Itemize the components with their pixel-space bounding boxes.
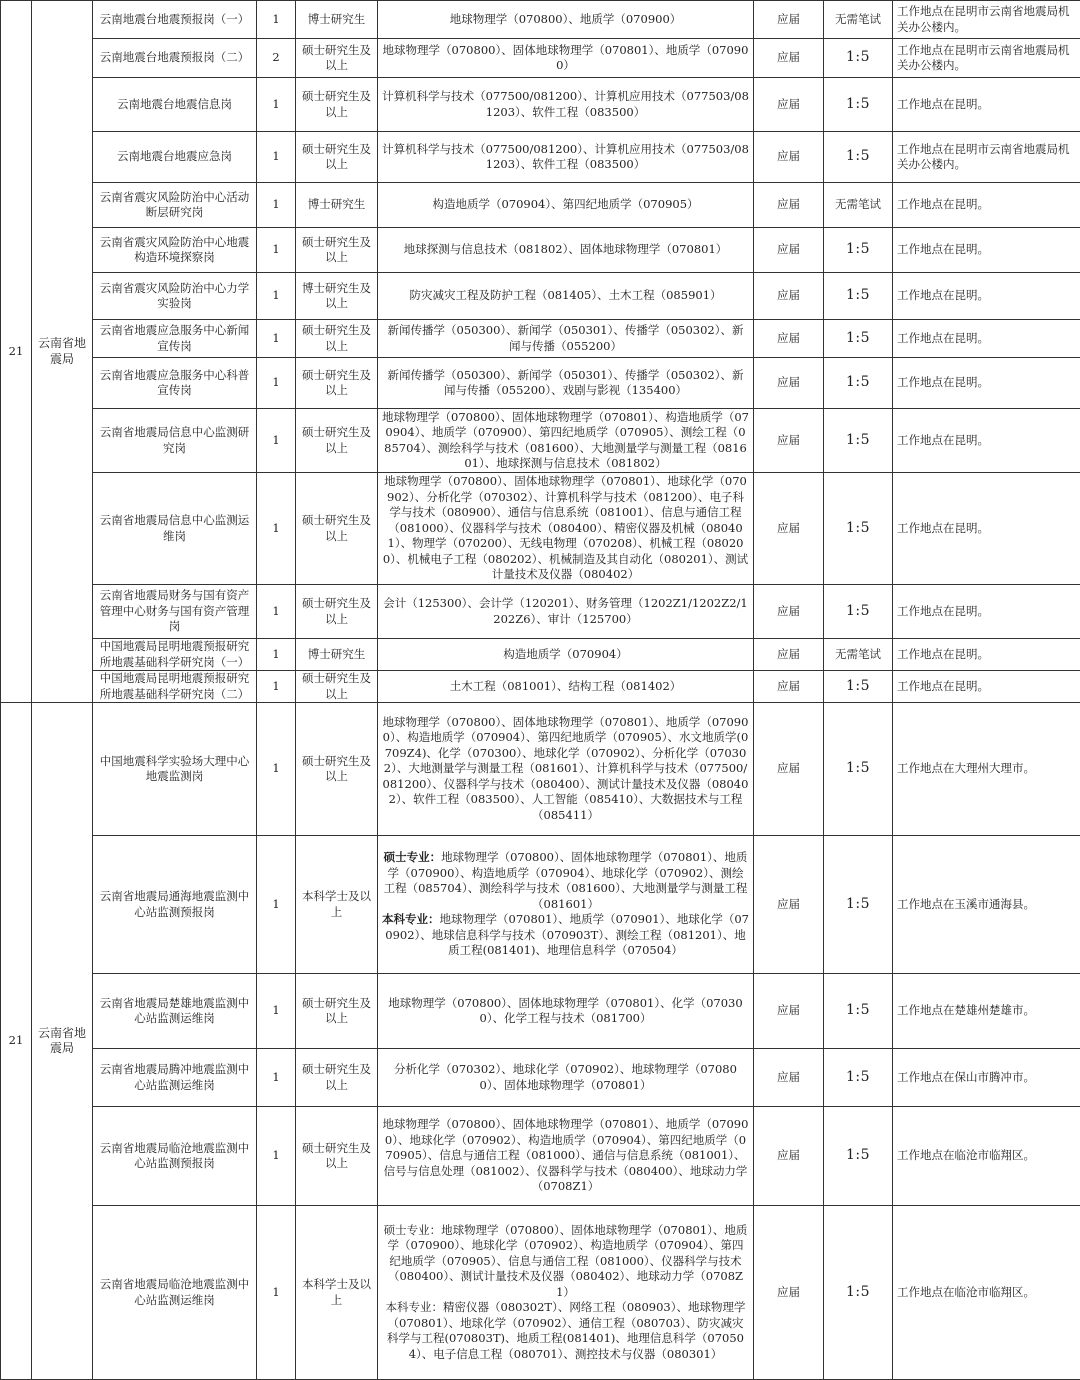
post-note: 工作地点在昆明。 bbox=[893, 273, 1080, 320]
post-major: 地球物理学（070800）、固体地球物理学（070801）、地质学（070900）、构造地质学（070904）、第四纪地质学（070905）、水文地质学(0709Z4)、化学（070300）、地球化学（070902）、分析化学（070302）、大地测量学与测量工程（081601）、计算机科学与技术（077500/081200）、仪器科学与技术（080400）、测试计量技术及仪器（080402）、软件工程（083500）、人工智能（085410）、大数据技术与工程（085411） bbox=[378, 703, 754, 836]
post-type: 应届 bbox=[754, 974, 824, 1049]
post-ratio: 1:5 bbox=[824, 320, 893, 358]
post-education: 本科学士及以上 bbox=[296, 836, 378, 974]
post-major: 地球物理学（070800）、固体地球物理学（070801）、地球化学（070902）、分析化学（070302）、计算机科学与技术（081200）、电子科学与技术（080900）、通信与信息系统（081001）、信息与通信工程（081000）、仪器科学与技术（080400）、精密仪器及机械（080401）、物理学（070200）、无线电物理（070208）、机械工程（080200）、机械电子工程（080202）、机械制造及其自动化（080201）、测试计量技术及仪器（080402） bbox=[378, 473, 754, 585]
table-row bbox=[1, 273, 1080, 320]
post-type: 应届 bbox=[754, 1206, 824, 1380]
post-education: 硕士研究生及以上 bbox=[296, 585, 378, 639]
post-note: 工作地点在大理州大理市。 bbox=[893, 703, 1080, 836]
post-ratio: 1:5 bbox=[824, 1107, 893, 1206]
post-major: 土木工程（081001）、结构工程（081402） bbox=[378, 671, 754, 703]
post-count: 1 bbox=[257, 183, 296, 228]
post-education: 硕士研究生及以上 bbox=[296, 974, 378, 1049]
post-count: 1 bbox=[257, 228, 296, 273]
post-type: 应届 bbox=[754, 78, 824, 132]
post-type: 应届 bbox=[754, 183, 824, 228]
post-count: 1 bbox=[257, 1206, 296, 1380]
post-major: 防灾减灾工程及防护工程（081405）、土木工程（085901） bbox=[378, 273, 754, 320]
table-row bbox=[1, 1049, 1080, 1107]
post-ratio: 1:5 bbox=[824, 132, 893, 183]
post-type: 应届 bbox=[754, 320, 824, 358]
post-education: 硕士研究生及以上 bbox=[296, 228, 378, 273]
post-count: 1 bbox=[257, 703, 296, 836]
post-type: 应届 bbox=[754, 358, 824, 409]
post-name: 云南省地震局信息中心监测运维岗 bbox=[93, 473, 257, 585]
post-education: 博士研究生 bbox=[296, 183, 378, 228]
post-note: 工作地点在昆明。 bbox=[893, 409, 1080, 473]
post-note: 工作地点在昆明市云南省地震局机关办公楼内。 bbox=[893, 132, 1080, 183]
post-education: 硕士研究生及以上 bbox=[296, 78, 378, 132]
post-major-combined bbox=[378, 1206, 754, 1380]
table-row bbox=[1, 39, 1080, 78]
post-count: 1 bbox=[257, 358, 296, 409]
post-name: 云南省震灾风险防治中心力学实验岗 bbox=[93, 273, 257, 320]
post-type: 应届 bbox=[754, 836, 824, 974]
post-ratio: 1:5 bbox=[824, 1049, 893, 1107]
post-count: 1 bbox=[257, 671, 296, 703]
table-row bbox=[1, 585, 1080, 639]
post-name: 云南省地震局临沧地震监测中心站监测预报岗 bbox=[93, 1107, 257, 1206]
post-type: 应届 bbox=[754, 585, 824, 639]
table-row bbox=[1, 671, 1080, 703]
post-name: 云南地震台地震预报岗（二） bbox=[93, 39, 257, 78]
post-education: 博士研究生及以上 bbox=[296, 273, 378, 320]
post-name: 云南省地震局信息中心监测研究岗 bbox=[93, 409, 257, 473]
org-name: 云南省地震局 bbox=[32, 703, 93, 1380]
post-type: 应届 bbox=[754, 228, 824, 273]
post-ratio: 1:5 bbox=[824, 228, 893, 273]
table-row bbox=[1, 1206, 1080, 1380]
post-education: 硕士研究生及以上 bbox=[296, 358, 378, 409]
post-major: 新闻传播学（050300）、新闻学（050301）、传播学（050302）、新闻与传播（055200） bbox=[378, 320, 754, 358]
post-count: 1 bbox=[257, 639, 296, 671]
post-count: 1 bbox=[257, 473, 296, 585]
master-major-list: 地球物理学（070800）、固体地球物理学（070801）、地质学（070900）、地球化学（070902）、构造地质学（070904）、第四纪地质学（070905）、信息与通信工程（081000）、仪器科学与技术（080400）、测试计量技术及仪器（080402）、地球动力学（0708Z1） bbox=[388, 1223, 748, 1299]
post-name: 中国地震局昆明地震预报研究所地震基础科学研究岗（一） bbox=[93, 639, 257, 671]
bachelor-major-list: 地球物理学（070801）、地质学（070901）、地球化学（070902）、地球信息科学与技术（070903T）、测绘工程（081201）、地质工程(081401)、地理信息科学（070504） bbox=[385, 912, 749, 957]
table-row bbox=[1, 358, 1080, 409]
post-major: 地球物理学（070800）、地质学（070900） bbox=[378, 1, 754, 39]
post-type: 应届 bbox=[754, 703, 824, 836]
post-name: 云南地震台地震信息岗 bbox=[93, 78, 257, 132]
post-name: 云南省地震应急服务中心新闻宣传岗 bbox=[93, 320, 257, 358]
post-count: 1 bbox=[257, 1049, 296, 1107]
post-major: 会计（125300）、会计学（120201）、财务管理（1202Z1/1202Z2/1202Z6）、审计（125700） bbox=[378, 585, 754, 639]
master-major-list: 地球物理学（070800）、固体地球物理学（070801）、地质学（070900）、构造地质学（070904）、地球化学（070902）、测绘工程（085704）、测绘科学与技术（081600）、大地测量学与测量工程（081601） bbox=[384, 850, 748, 911]
post-education: 硕士研究生及以上 bbox=[296, 132, 378, 183]
post-ratio: 1:5 bbox=[824, 358, 893, 409]
post-type: 应届 bbox=[754, 1049, 824, 1107]
post-major: 构造地质学（070904） bbox=[378, 639, 754, 671]
group-index: 21 bbox=[1, 1, 32, 703]
post-note: 工作地点在昆明。 bbox=[893, 320, 1080, 358]
post-count: 1 bbox=[257, 974, 296, 1049]
post-ratio: 1:5 bbox=[824, 671, 893, 703]
post-ratio: 无需笔试 bbox=[824, 639, 893, 671]
post-note: 工作地点在昆明。 bbox=[893, 585, 1080, 639]
master-major-label: 硕士专业： bbox=[384, 1223, 442, 1237]
table-row bbox=[1, 974, 1080, 1049]
post-major: 新闻传播学（050300）、新闻学（050301）、传播学（050302）、新闻与传播（055200）、戏剧与影视（135400） bbox=[378, 358, 754, 409]
post-type: 应届 bbox=[754, 1, 824, 39]
post-count: 1 bbox=[257, 1107, 296, 1206]
post-name: 云南省地震局财务与国有资产管理中心财务与国有资产管理岗 bbox=[93, 585, 257, 639]
post-note: 工作地点在昆明。 bbox=[893, 228, 1080, 273]
table-row bbox=[1, 132, 1080, 183]
post-major: 地球物理学（070800）、固体地球物理学（070801）、地质学（070900） bbox=[378, 39, 754, 78]
post-type: 应届 bbox=[754, 473, 824, 585]
bachelor-major-list: 精密仪器（080302T）、网络工程（080903）、地球物理学（070801）、地球化学（070902）、通信工程（080703）、防灾减灾科学与工程(070803T)、地质工程(081401)、地理信息科学（070504）、电子信息工程（080701）、测控技术与仪器（080301） bbox=[387, 1300, 745, 1361]
post-education: 博士研究生 bbox=[296, 639, 378, 671]
post-education: 硕士研究生及以上 bbox=[296, 703, 378, 836]
post-note: 工作地点在昆明。 bbox=[893, 78, 1080, 132]
table-row bbox=[1, 473, 1080, 585]
post-ratio: 1:5 bbox=[824, 836, 893, 974]
post-ratio: 无需笔试 bbox=[824, 1, 893, 39]
post-note: 工作地点在昆明。 bbox=[893, 639, 1080, 671]
table-row bbox=[1, 703, 1080, 836]
post-education: 硕士研究生及以上 bbox=[296, 320, 378, 358]
post-major: 构造地质学（070904）、第四纪地质学（070905） bbox=[378, 183, 754, 228]
table-row bbox=[1, 409, 1080, 473]
post-note: 工作地点在临沧市临翔区。 bbox=[893, 1206, 1080, 1380]
post-note: 工作地点在玉溪市通海县。 bbox=[893, 836, 1080, 974]
post-name: 云南省地震局临沧地震监测中心站监测运维岗 bbox=[93, 1206, 257, 1380]
post-name: 云南省震灾风险防治中心地震构造环境探察岗 bbox=[93, 228, 257, 273]
table-row bbox=[1, 228, 1080, 273]
post-count: 1 bbox=[257, 1, 296, 39]
bachelor-major-label: 本科专业： bbox=[386, 1300, 444, 1314]
post-note: 工作地点在保山市腾冲市。 bbox=[893, 1049, 1080, 1107]
post-note: 工作地点在楚雄州楚雄市。 bbox=[893, 974, 1080, 1049]
post-ratio: 1:5 bbox=[824, 39, 893, 78]
post-ratio: 1:5 bbox=[824, 974, 893, 1049]
post-ratio: 1:5 bbox=[824, 1206, 893, 1380]
post-major: 地球探测与信息技术（081802）、固体地球物理学（070801） bbox=[378, 228, 754, 273]
post-education: 硕士研究生及以上 bbox=[296, 1107, 378, 1206]
post-education: 硕士研究生及以上 bbox=[296, 1049, 378, 1107]
org-name: 云南省地震局 bbox=[32, 1, 93, 703]
post-count: 1 bbox=[257, 78, 296, 132]
master-major-label: 硕士专业： bbox=[384, 850, 442, 864]
post-count: 1 bbox=[257, 585, 296, 639]
post-major: 地球物理学（070800）、固体地球物理学（070801）、构造地质学（070904）、地质学（070900）、第四纪地质学（070905）、测绘工程（085704）、测绘科学与技术（081600）、大地测量学与测量工程（081601）、地球探测与信息技术（081802） bbox=[378, 409, 754, 473]
post-type: 应届 bbox=[754, 39, 824, 78]
post-count: 1 bbox=[257, 320, 296, 358]
table-row bbox=[1, 320, 1080, 358]
post-education: 本科学士及以上 bbox=[296, 1206, 378, 1380]
post-major: 分析化学（070302）、地球化学（070902）、地球物理学（070800）、固体地球物理学（070801） bbox=[378, 1049, 754, 1107]
post-type: 应届 bbox=[754, 1107, 824, 1206]
post-count: 1 bbox=[257, 273, 296, 320]
post-ratio: 无需笔试 bbox=[824, 183, 893, 228]
post-note: 工作地点在昆明市云南省地震局机关办公楼内。 bbox=[893, 39, 1080, 78]
post-type: 应届 bbox=[754, 132, 824, 183]
post-name: 云南地震台地震预报岗（一） bbox=[93, 1, 257, 39]
post-major: 计算机科学与技术（077500/081200）、计算机应用技术（077503/081203）、软件工程（083500） bbox=[378, 78, 754, 132]
table-row bbox=[1, 639, 1080, 671]
table-row bbox=[1, 1, 1080, 39]
post-education: 硕士研究生及以上 bbox=[296, 473, 378, 585]
bachelor-major-label: 本科专业： bbox=[382, 912, 440, 926]
post-type: 应届 bbox=[754, 639, 824, 671]
post-major: 地球物理学（070800）、固体地球物理学（070801）、地质学（070900）、地球化学（070902）、构造地质学（070904）、第四纪地质学（070905）、信息与通信工程（081000）、通信与信息系统（081001）、信号与信息处理（081002）、仪器科学与技术（080400）、地球动力学（0708Z1） bbox=[378, 1107, 754, 1206]
post-count: 1 bbox=[257, 836, 296, 974]
post-name: 云南省地震局楚雄地震监测中心站监测运维岗 bbox=[93, 974, 257, 1049]
post-count: 1 bbox=[257, 132, 296, 183]
post-name: 云南省地震局腾冲地震监测中心站监测运维岗 bbox=[93, 1049, 257, 1107]
post-name: 云南省地震应急服务中心科普宣传岗 bbox=[93, 358, 257, 409]
post-ratio: 1:5 bbox=[824, 273, 893, 320]
table-row bbox=[1, 183, 1080, 228]
post-ratio: 1:5 bbox=[824, 473, 893, 585]
post-name: 云南地震台地震应急岗 bbox=[93, 132, 257, 183]
post-type: 应届 bbox=[754, 671, 824, 703]
post-note: 工作地点在昆明。 bbox=[893, 183, 1080, 228]
post-type: 应届 bbox=[754, 409, 824, 473]
post-note: 工作地点在昆明。 bbox=[893, 358, 1080, 409]
post-name: 中国地震科学实验场大理中心地震监测岗 bbox=[93, 703, 257, 836]
post-note: 工作地点在昆明。 bbox=[893, 473, 1080, 585]
table-row bbox=[1, 78, 1080, 132]
post-major-combined bbox=[378, 836, 754, 974]
group-index: 21 bbox=[1, 703, 32, 1380]
table-row bbox=[1, 1107, 1080, 1206]
post-ratio: 1:5 bbox=[824, 585, 893, 639]
post-name: 中国地震局昆明地震预报研究所地震基础科学研究岗（二） bbox=[93, 671, 257, 703]
post-name: 云南省地震局通海地震监测中心站监测预报岗 bbox=[93, 836, 257, 974]
post-education: 硕士研究生及以上 bbox=[296, 39, 378, 78]
post-count: 1 bbox=[257, 409, 296, 473]
post-major: 地球物理学（070800）、固体地球物理学（070801）、化学（070300）、化学工程与技术（081700） bbox=[378, 974, 754, 1049]
post-note: 工作地点在临沧市临翔区。 bbox=[893, 1107, 1080, 1206]
post-type: 应届 bbox=[754, 273, 824, 320]
table-row bbox=[1, 836, 1080, 974]
post-count: 2 bbox=[257, 39, 296, 78]
post-note: 工作地点在昆明市云南省地震局机关办公楼内。 bbox=[893, 1, 1080, 39]
post-education: 硕士研究生及以上 bbox=[296, 671, 378, 703]
post-ratio: 1:5 bbox=[824, 703, 893, 836]
post-ratio: 1:5 bbox=[824, 78, 893, 132]
post-note: 工作地点在昆明。 bbox=[893, 671, 1080, 703]
post-education: 博士研究生 bbox=[296, 1, 378, 39]
post-major: 计算机科学与技术（077500/081200）、计算机应用技术（077503/081203）、软件工程（083500） bbox=[378, 132, 754, 183]
post-ratio: 1:5 bbox=[824, 409, 893, 473]
post-name: 云南省震灾风险防治中心活动断层研究岗 bbox=[93, 183, 257, 228]
post-education: 硕士研究生及以上 bbox=[296, 409, 378, 473]
